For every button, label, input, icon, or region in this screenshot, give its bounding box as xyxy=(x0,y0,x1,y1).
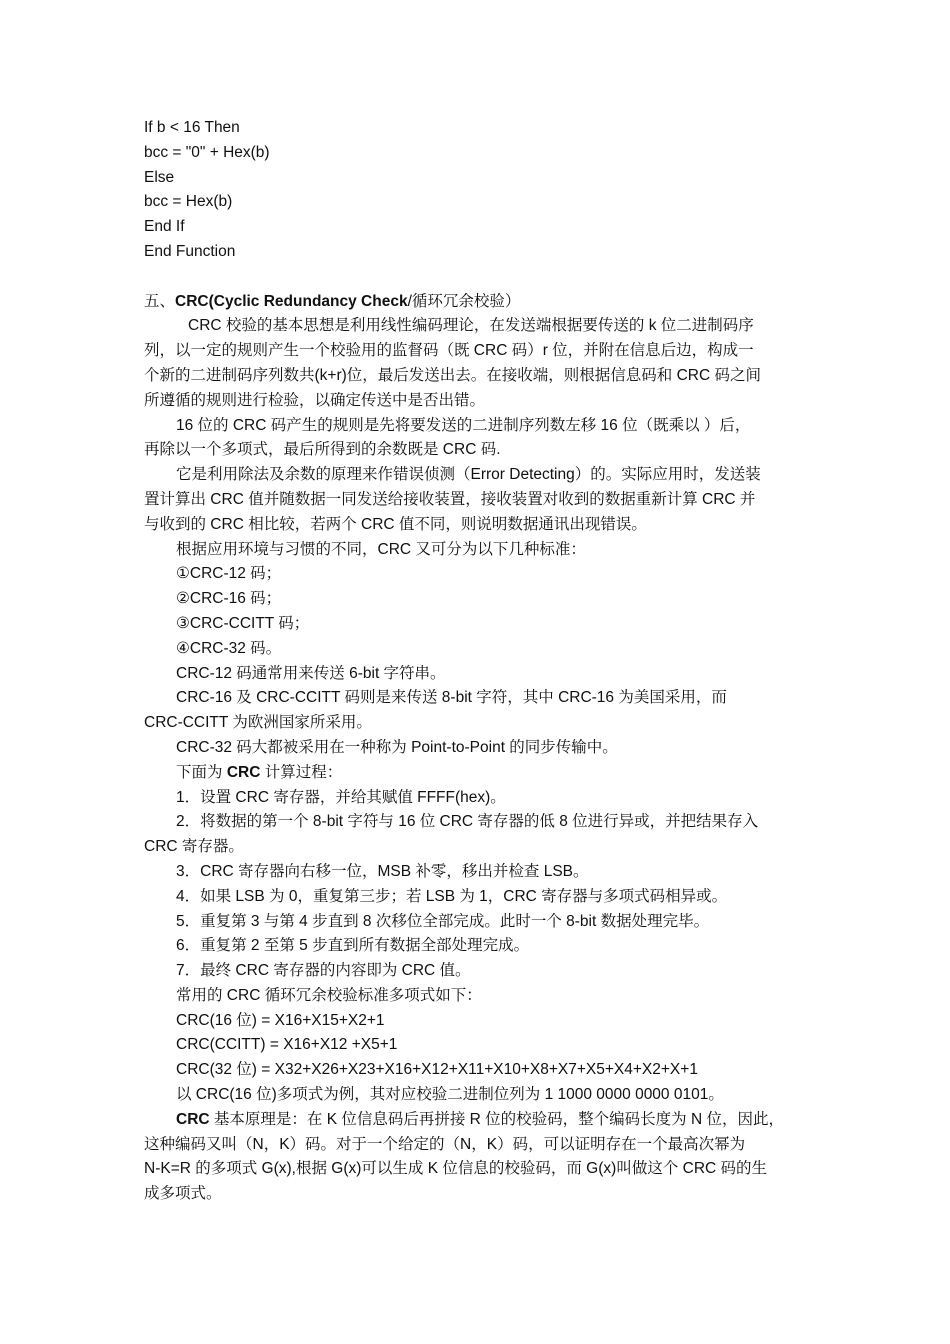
poly-item: CRC(16 位) = X16+X15+X2+1 xyxy=(176,1011,385,1029)
standard-item: ④CRC-32 码。 xyxy=(176,639,282,657)
calc-intro-bold: CRC xyxy=(226,763,261,781)
paragraph-example: 以 CRC(16 位)多项式为例，其对应校验二进制位列为 1 1000 0000 0000 0101。 xyxy=(176,1086,724,1104)
paragraph-line: 与收到的 CRC 相比较，若两个 CRC 值不同，则说明数据通讯出现错误。 xyxy=(144,515,647,533)
poly-intro: 常用的 CRC 循环冗余校验标准多项式如下： xyxy=(176,986,482,1004)
code-line: bcc = "0" + Hex(b) xyxy=(144,143,270,161)
paragraph-principle xyxy=(144,1108,812,1207)
calc-step: 5．重复第 3 与第 4 步直到 8 次移位全部完成。此时一个 8-bit 数据处理完毕。 xyxy=(176,912,710,930)
standards-list xyxy=(144,562,812,661)
calc-intro-pre: 下面为 xyxy=(176,763,227,781)
calc-step: 3．CRC 寄存器向右移一位，MSB 补零，移出并检查 LSB。 xyxy=(176,862,589,880)
calc-steps xyxy=(144,786,812,984)
calc-step: 6．重复第 2 至第 5 步直到所有数据全部处理完成。 xyxy=(176,937,530,955)
paragraph-line: 个新的二进制码序列数共(k+r)位，最后发送出去。在接收端，则根据信息码和 CRC 码之间 xyxy=(144,366,761,384)
code-line: If b < 16 Then xyxy=(144,119,240,136)
paragraph-line: 16 位的 CRC 码产生的规则是先将要发送的二进制序列数左移 16 位（既乘以 ）后， xyxy=(176,416,751,434)
standard-item: ①CRC-12 码； xyxy=(176,565,282,583)
paragraph-error-detecting xyxy=(144,463,812,537)
paragraph-standards-intro: 根据应用环境与习惯的不同，CRC 又可分为以下几种标准： xyxy=(176,540,586,558)
principle-text: 基本原理是：在 K 位信息码后再拼接 R 位的校验码，整个编码长度为 N 位，因此， xyxy=(209,1110,784,1128)
heading-bold: CRC(Cyclic Redundancy Check xyxy=(175,292,408,310)
code-block xyxy=(144,116,812,265)
poly-list xyxy=(144,1009,812,1083)
code-line: Else xyxy=(144,168,175,186)
principle-bold: CRC xyxy=(176,1110,210,1128)
calc-step: 1．设置 CRC 寄存器，并给其赋值 FFFF(hex)。 xyxy=(176,788,506,806)
paragraph-basic-idea xyxy=(144,314,812,413)
code-line: bcc = Hex(b) xyxy=(144,193,233,211)
code-line: End Function xyxy=(144,242,236,260)
heading-prefix: 五、 xyxy=(144,292,176,310)
paragraph-line: 所遵循的规则进行检验，以确定传送中是否出错。 xyxy=(144,391,486,409)
standard-item: ②CRC-16 码； xyxy=(176,590,282,608)
poly-item: CRC(CCITT) = X16+X12 +X5+1 xyxy=(176,1036,398,1054)
section-heading xyxy=(144,290,812,315)
paragraph-line: N-K=R 的多项式 G(x),根据 G(x)可以生成 K 位信息的校验码，而 G(x)叫做这个 CRC 码的生 xyxy=(144,1160,768,1178)
calc-step: 7．最终 CRC 寄存器的内容即为 CRC 值。 xyxy=(176,962,471,980)
calc-step: 4．如果 LSB 为 0，重复第三步；若 LSB 为 1，CRC 寄存器与多项式码相异或。 xyxy=(176,887,728,905)
paragraph-line: 再除以一个多项式，最后所得到的余数既是 CRC 码. xyxy=(144,441,501,459)
calc-intro-post: 计算过程： xyxy=(260,763,343,781)
calc-intro xyxy=(144,761,812,786)
paragraph-generation-rule xyxy=(144,414,812,464)
paragraph-crc16 xyxy=(144,686,812,736)
paragraph-line: CRC 校验的基本思想是利用线性编码理论，在发送端根据要传送的 k 位二进制码序 xyxy=(188,317,754,335)
document-page xyxy=(144,116,812,1207)
poly-item: CRC(32 位) = X32+X26+X23+X16+X12+X11+X10+X8+X7+X5+X4+X2+X+1 xyxy=(176,1061,698,1079)
paragraph-line: 成多项式。 xyxy=(144,1185,222,1203)
standard-item: ③CRC-CCITT 码； xyxy=(176,614,310,632)
paragraph-line: CRC-CCITT 为欧洲国家所采用。 xyxy=(144,714,372,732)
code-line: End If xyxy=(144,218,185,236)
spacer xyxy=(144,265,812,290)
calc-step: 2．将数据的第一个 8-bit 字符与 16 位 CRC 寄存器的低 8 位进行异或，并把结果存入 xyxy=(176,813,759,831)
paragraph-crc12: CRC-12 码通常用来传送 6-bit 字符串。 xyxy=(176,664,446,682)
paragraph-crc32: CRC-32 码大都被采用在一种称为 Point-to-Point 的同步传输中。 xyxy=(176,738,618,756)
calc-step-continued: CRC 寄存器。 xyxy=(144,838,244,856)
paragraph-line: 置计算出 CRC 值并随数据一同发送给接收装置，接收装置对收到的数据重新计算 CRC 并 xyxy=(144,490,756,508)
paragraph-line: 这种编码又叫（N，K）码。对于一个给定的（N，K）码，可以证明存在一个最高次幂为 xyxy=(144,1135,746,1153)
heading-suffix: /循环冗余校验） xyxy=(407,292,521,310)
paragraph-line: 它是利用除法及余数的原理来作错误侦测（Error Detecting）的。实际应用时，发送装 xyxy=(176,466,761,484)
paragraph-line: CRC-16 及 CRC-CCITT 码则是来传送 8-bit 字符，其中 CRC-16 为美国采用，而 xyxy=(176,689,727,707)
principle-first-line xyxy=(144,1108,812,1133)
paragraph-line: 列，以一定的规则产生一个校验用的监督码（既 CRC 码）r 位，并附在信息后边，构成一 xyxy=(144,342,754,360)
